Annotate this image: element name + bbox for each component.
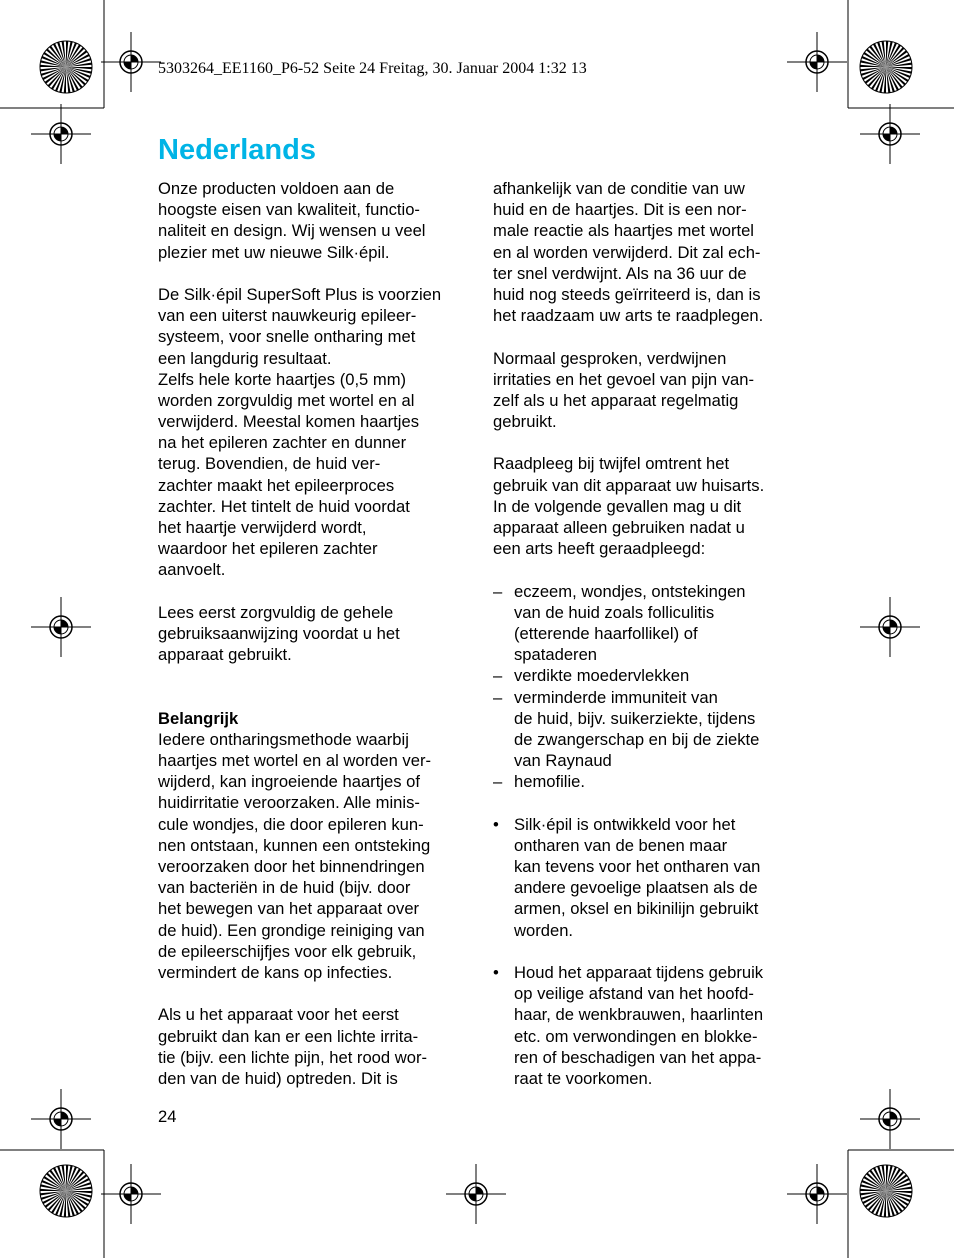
- body-text-line: Raadpleeg bij twijfel omtrent het: [493, 454, 730, 474]
- body-text-line: het raadzaam uw arts te raadplegen.: [493, 306, 764, 326]
- dash-list-item: [493, 581, 798, 666]
- body-text-line: naliteit en design. Wij wensen u veel: [158, 221, 426, 241]
- dash-list-item-text-line: de zwangerschap en bij de ziekte: [514, 729, 760, 749]
- body-text-line: plezier met uw nieuwe Silk·épil.: [158, 242, 390, 262]
- body-text-line: wijderd, kan ingroeiende haartjes of: [158, 772, 420, 792]
- body-text-line: zachter maakt het epileerproces: [158, 475, 395, 495]
- body-text-line: van bacteriën in de huid (bijv. door: [158, 878, 411, 898]
- body-text-line: vermindert de kans op infecties.: [158, 962, 393, 982]
- star-target-mark: [859, 40, 913, 94]
- bullet-list-item-text-line: armen, oksel en bikinilijn gebruikt: [514, 899, 759, 919]
- bullet-list-item-text-line: etc. om verwondingen en blokke-: [514, 1026, 758, 1046]
- dash-list-item-text-line: van Raynaud: [514, 751, 612, 771]
- dash-list-item-marker: –: [493, 772, 503, 792]
- bullet-list-item-text-line: worden.: [514, 920, 574, 940]
- body-text-line: een arts heeft geraadpleegd:: [493, 539, 706, 559]
- registration-mark: [787, 32, 847, 92]
- body-text-line: een langdurig resultaat.: [158, 348, 332, 368]
- body-text-line: terug. Bovendien, de huid ver-: [158, 454, 381, 474]
- crop-line: [847, 1149, 850, 1259]
- paragraph-gap: [158, 665, 464, 686]
- crop-line: [0, 1149, 105, 1152]
- registration-mark: [446, 1164, 506, 1224]
- body-text-line: apparaat alleen gebruiken nadat u: [493, 518, 745, 537]
- dash-list-item-text-line: (etterende haarfollikel) of: [514, 623, 698, 643]
- body-text-line: ter snel verdwijnt. Als na 36 uur de: [493, 263, 747, 283]
- body-text-line: huid nog steeds geïrriteerd is, dan is: [493, 284, 761, 304]
- registration-mark: [31, 104, 91, 164]
- dash-list-item: [493, 687, 798, 772]
- star-target-mark: [39, 1164, 93, 1218]
- bullet-list-item-text-line: haar, de wenkbrauwen, haarlinten: [514, 1005, 764, 1025]
- registration-mark: [101, 1164, 161, 1224]
- dash-list-item-marker: –: [493, 666, 503, 686]
- body-text-line: gebruiksaanwijzing voordat u het: [158, 623, 400, 643]
- body-text-line: na het epileren zachter en dunner: [158, 433, 407, 453]
- dash-list-item-text-line: verminderde immuniteit van: [514, 687, 718, 707]
- page-title: Nederlands: [158, 134, 316, 166]
- body-text-line: male reactie als haartjes met wortel: [493, 221, 754, 241]
- body-text-line: aanvoelt.: [158, 560, 226, 580]
- body-text-line: Lees eerst zorgvuldig de gehele: [158, 602, 394, 622]
- paragraph-gap: [493, 559, 798, 580]
- paragraph-gap: [158, 983, 464, 1004]
- bullet-list-item-text-line: Silk·épil is ontwikkeld voor het: [514, 814, 736, 834]
- body-text-line: nen ontstaan, kunnen een ontsteking: [158, 835, 431, 855]
- dash-list-item-text-line: hemofilie.: [514, 772, 586, 792]
- dash-list-item-text-line: spataderen: [514, 645, 598, 665]
- left-column: [158, 178, 464, 1089]
- bullet-list-item-text-line: op veilige afstand van het hoofd-: [514, 984, 754, 1004]
- registration-mark: [31, 1089, 91, 1149]
- body-text-line: apparaat gebruikt.: [158, 645, 292, 665]
- body-text-line: huid en de haartjes. Dit is een nor-: [493, 200, 747, 220]
- body-text-line: hoogste eisen van kwaliteit, functio-: [158, 200, 420, 220]
- registration-mark: [860, 104, 920, 164]
- body-text-line: de huid). Een grondige reiniging van: [158, 920, 425, 940]
- body-text-line: den van de huid) optreden. Dit is: [158, 1068, 398, 1088]
- dash-list-item-text-line: van de huid zoals folliculitis: [514, 602, 715, 622]
- body-text-line: tie (bijv. een lichte pijn, het rood wor-: [158, 1047, 428, 1067]
- paragraph-gap: [158, 687, 464, 708]
- body-text-line: In de volgende gevallen mag u dit: [493, 496, 742, 516]
- page-number: 24: [158, 1107, 177, 1126]
- paragraph-gap: [158, 581, 464, 602]
- right-column: [493, 178, 798, 1089]
- bullet-list-item-marker: •: [493, 814, 499, 834]
- bullet-list-item: [493, 814, 798, 941]
- paragraph-gap: [493, 432, 798, 453]
- body-text-line: Als u het apparaat voor het eerst: [158, 1005, 399, 1025]
- crop-line: [847, 1149, 954, 1152]
- body-text-line: afhankelijk van de conditie van uw: [493, 179, 745, 198]
- body-text-line: worden zorgvuldig met wortel en al: [158, 390, 415, 410]
- section-heading: Belangrijk: [158, 708, 239, 728]
- registration-mark: [31, 597, 91, 657]
- body-text-line: gebruikt dan kan er een lichte irrita-: [158, 1026, 419, 1046]
- paragraph-gap: [493, 792, 798, 813]
- body-text-line: veroorzaken door het binnendringen: [158, 857, 425, 876]
- registration-mark: [787, 1164, 847, 1224]
- dash-list-item: [493, 665, 798, 686]
- body-text-line: Iedere ontharingsmethode waarbij: [158, 729, 409, 749]
- dash-list-item-text-line: de huid, bijv. suikerziekte, tijdens: [514, 708, 756, 728]
- bullet-list-item-text-line: Houd het apparaat tijdens gebruik: [514, 962, 764, 982]
- body-text-line: gebruik van dit apparaat uw huisarts.: [493, 475, 765, 495]
- paragraph-gap: [158, 263, 464, 284]
- body-text-line: de epileerschijfjes voor elk gebruik,: [158, 941, 417, 961]
- print-slug-line: 5303264_EE1160_P6-52 Seite 24 Freitag, 30. Januar 2004 1:32 13: [158, 60, 587, 77]
- body-text-line: Zelfs hele korte haartjes (0,5 mm): [158, 369, 407, 389]
- dash-list-item-marker: –: [493, 581, 503, 601]
- dash-list-item-text-line: eczeem, wondjes, ontstekingen: [514, 581, 746, 601]
- registration-mark: [101, 32, 161, 92]
- registration-mark: [860, 1089, 920, 1149]
- paragraph-gap: [493, 941, 798, 962]
- paragraph-gap: [493, 326, 798, 347]
- crop-line: [847, 0, 850, 109]
- star-target-mark: [859, 1164, 913, 1218]
- bullet-list-item-text-line: raat te voorkomen.: [514, 1068, 653, 1088]
- body-text-line: irritaties en het gevoel van pijn van-: [493, 369, 755, 389]
- body-text-line: van een uiterst nauwkeurig epileer-: [158, 306, 417, 326]
- bullet-list-item-text-line: andere gevoelige plaatsen als de: [514, 878, 758, 898]
- body-text-line: huidirritatie veroorzaken. Alle minis-: [158, 793, 420, 813]
- body-text-line: zachter. Het tintelt de huid voordat: [158, 496, 410, 516]
- registration-mark: [860, 597, 920, 657]
- body-text-line: Onze producten voldoen aan de: [158, 179, 395, 198]
- bullet-list-item-marker: •: [493, 962, 499, 982]
- body-text-line: haartjes met wortel en al worden ver-: [158, 751, 431, 771]
- bullet-list-item-text-line: kan tevens voor het ontharen van: [514, 857, 761, 876]
- dash-list-item-marker: –: [493, 687, 503, 707]
- bullet-list-item: [493, 962, 798, 1089]
- dash-list-item: [493, 771, 798, 792]
- body-text-line: waardoor het epileren zachter: [158, 539, 378, 559]
- dash-list-item-text-line: verdikte moedervlekken: [514, 666, 690, 686]
- body-text-line: cule wondjes, die door epileren kun-: [158, 814, 424, 834]
- body-text-line: zelf als u het apparaat regelmatig: [493, 390, 739, 410]
- body-text-line: verwijderd. Meestal komen haartjes: [158, 412, 420, 432]
- body-text-line: en al worden verwijderd. Dit zal ech-: [493, 242, 761, 262]
- body-text-line: gebruikt.: [493, 412, 557, 432]
- star-target-mark: [39, 40, 93, 94]
- body-text-line: het bewegen van het apparaat over: [158, 899, 420, 919]
- body-text-line: systeem, voor snelle ontharing met: [158, 327, 416, 347]
- bullet-list-item-text-line: ren of beschadigen van het appa-: [514, 1047, 762, 1067]
- body-text-line: Normaal gesproken, verdwijnen: [493, 348, 727, 368]
- bullet-list-item-text-line: ontharen van de benen maar: [514, 835, 728, 855]
- body-text-line: het haartje verwijderd wordt,: [158, 518, 367, 537]
- body-text-line: De Silk·épil SuperSoft Plus is voorzien: [158, 284, 442, 304]
